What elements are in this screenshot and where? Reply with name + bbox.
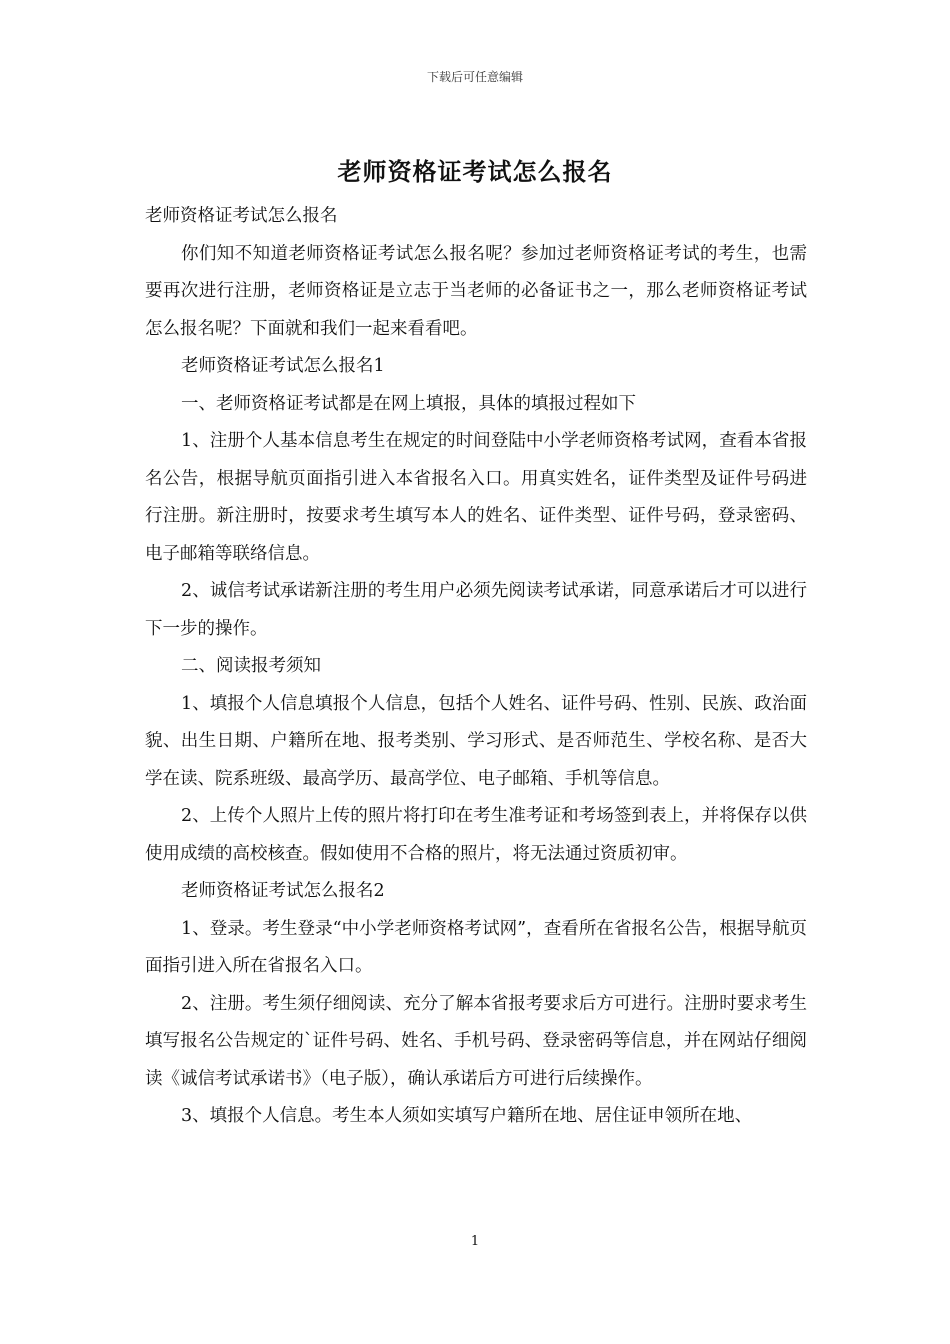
page-number: 1 xyxy=(470,1234,480,1249)
page-header-note: 下载后可任意编辑 xyxy=(426,70,523,84)
paragraph: 2、诚信考试承诺新注册的考生用户必须先阅读考试承诺，同意承诺后才可以进行下一步的操作。 xyxy=(145,581,807,639)
paragraph: 2、注册。考生须仔细阅读、充分了解本省报考要求后方可进行。注册时要求考生填写报名公告规定的`证件号码、姓名、手机号码、登录密码等信息，并在网站仔细阅读《诚信考试承诺书》（电子版），确认承诺后方可进行后续操作。 xyxy=(145,993,807,1089)
section-heading: 老师资格证考试怎么报名1 xyxy=(181,356,385,376)
paragraph: 一、老师资格证考试都是在网上填报，具体的填报过程如下 xyxy=(181,393,636,414)
paragraph: 2、上传个人照片上传的照片将打印在考生准考证和考场签到表上，并将保存以供使用成绩的高校核查。假如使用不合格的照片，将无法通过资质初审。 xyxy=(145,806,807,864)
section-heading: 老师资格证考试怎么报名2 xyxy=(181,881,385,901)
document-body xyxy=(145,198,807,1136)
paragraph: 你们知不知道老师资格证考试怎么报名呢？参加过老师资格证考试的考生，也需要再次进行注册，老师资格证是立志于当老师的必备证书之一，那么老师资格证考试怎么报名呢？下面就和我们一起来看看吧。 xyxy=(145,243,807,339)
document-title: 老师资格证考试怎么报名 xyxy=(337,157,613,186)
paragraph: 1、登录。考生登录“中小学老师资格考试网”，查看所在省报名公告，根据导航页面指引进入所在省报名入口。 xyxy=(145,918,807,976)
paragraph: 1、填报个人信息填报个人信息，包括个人姓名、证件号码、性别、民族、政治面貌、出生日期、户籍所在地、报考类别、学习形式、是否师范生、学校名称、是否大学在读、院系班级、最高学历、最高学位、电子邮箱、手机等信息。 xyxy=(145,693,807,789)
paragraph: 老师资格证考试怎么报名 xyxy=(145,206,338,226)
paragraph: 3、填报个人信息。考生本人须如实填写户籍所在地、居住证申领所在地、 xyxy=(181,1106,753,1126)
paragraph: 1、注册个人基本信息考生在规定的时间登陆中小学老师资格考试网，查看本省报名公告，根据导航页面指引进入本省报名入口。用真实姓名，证件类型及证件号码进行注册。新注册时，按要求考生填写本人的姓名、证件类型、证件号码，登录密码、电子邮箱等联络信息。 xyxy=(145,431,807,564)
paragraph: 二、阅读报考须知 xyxy=(181,656,321,676)
